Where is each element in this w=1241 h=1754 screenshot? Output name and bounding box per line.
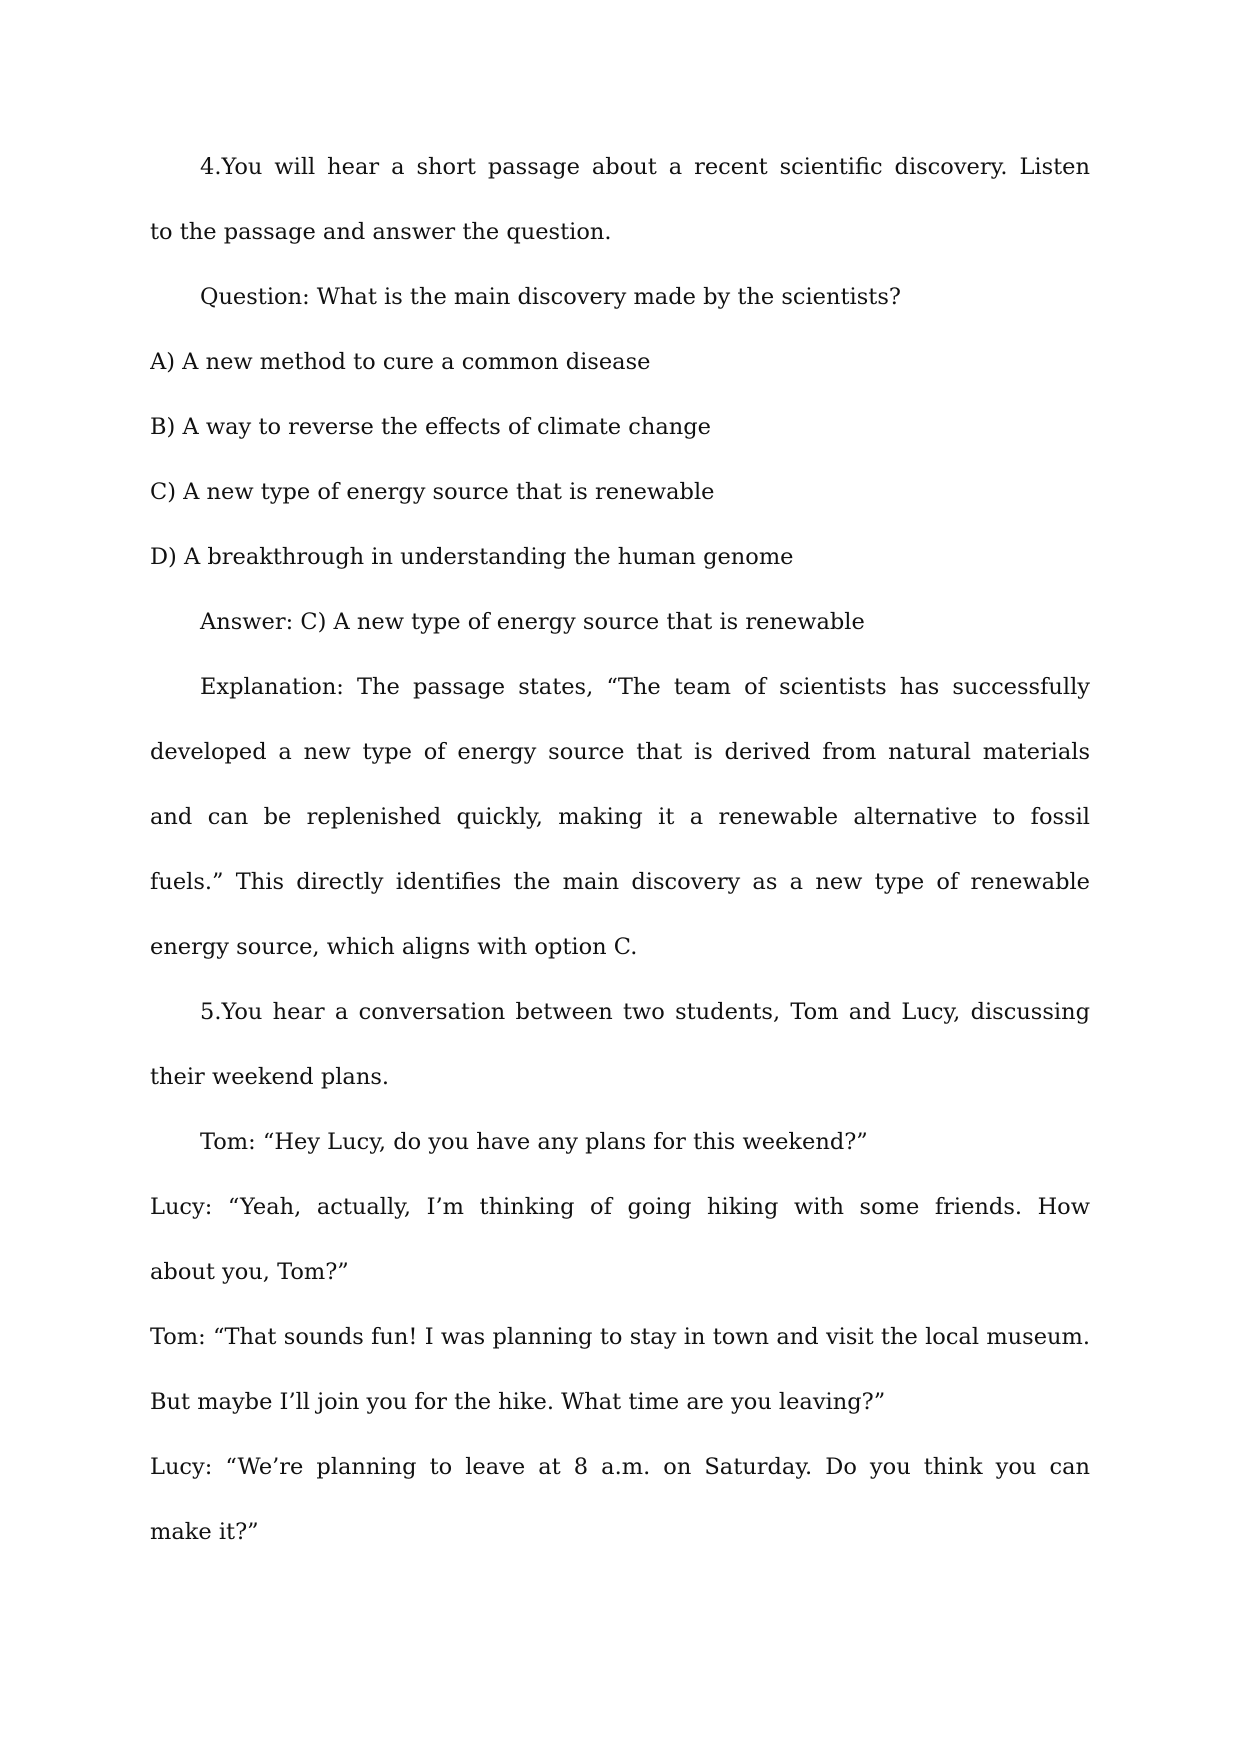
q4-option-d: D) A breakthrough in understanding the human genome: [150, 544, 794, 570]
q4-prompt-line-1: 4.You will hear a short passage about a recent scientific discovery. Listen: [200, 154, 1090, 180]
q4-option-a: A) A new method to cure a common disease: [150, 349, 651, 375]
q4-explanation-line-4: fuels.” This directly identifies the main discovery as a new type of renewable: [150, 869, 1090, 895]
q5-dialogue-line-7: make it?”: [150, 1519, 259, 1545]
q5-prompt-line-1: 5.You hear a conversation between two students, Tom and Lucy, discussing: [200, 999, 1090, 1025]
q4-option-c: C) A new type of energy source that is renewable: [150, 479, 715, 505]
q5-dialogue-line-3: about you, Tom?”: [150, 1259, 349, 1285]
q4-explanation-line-2: developed a new type of energy source that is derived from natural materials: [150, 739, 1090, 765]
q5-dialogue-line-2: Lucy: “Yeah, actually, I’m thinking of going hiking with some friends. How: [150, 1194, 1090, 1220]
q5-dialogue-line-1: Tom: “Hey Lucy, do you have any plans for this weekend?”: [200, 1129, 868, 1155]
q4-question: Question: What is the main discovery made by the scientists?: [200, 284, 901, 310]
q5-prompt-line-2: their weekend plans.: [150, 1064, 390, 1090]
document-page: [150, 135, 1090, 1565]
q4-option-b: B) A way to reverse the effects of climate change: [150, 414, 711, 440]
q4-prompt-line-2: to the passage and answer the question.: [150, 219, 612, 245]
q5-dialogue-line-5: But maybe I’ll join you for the hike. What time are you leaving?”: [150, 1389, 886, 1415]
q4-explanation-line-1: Explanation: The passage states, “The team of scientists has successfully: [200, 674, 1090, 700]
q4-explanation-line-5: energy source, which aligns with option C.: [150, 934, 638, 960]
q4-answer: Answer: C) A new type of energy source that is renewable: [200, 609, 865, 635]
q5-dialogue-line-4: Tom: “That sounds fun! I was planning to stay in town and visit the local museum.: [150, 1324, 1090, 1350]
q5-dialogue-line-6: Lucy: “We’re planning to leave at 8 a.m. on Saturday. Do you think you can: [150, 1454, 1090, 1480]
q4-explanation-line-3: and can be replenished quickly, making it a renewable alternative to fossil: [150, 804, 1090, 830]
